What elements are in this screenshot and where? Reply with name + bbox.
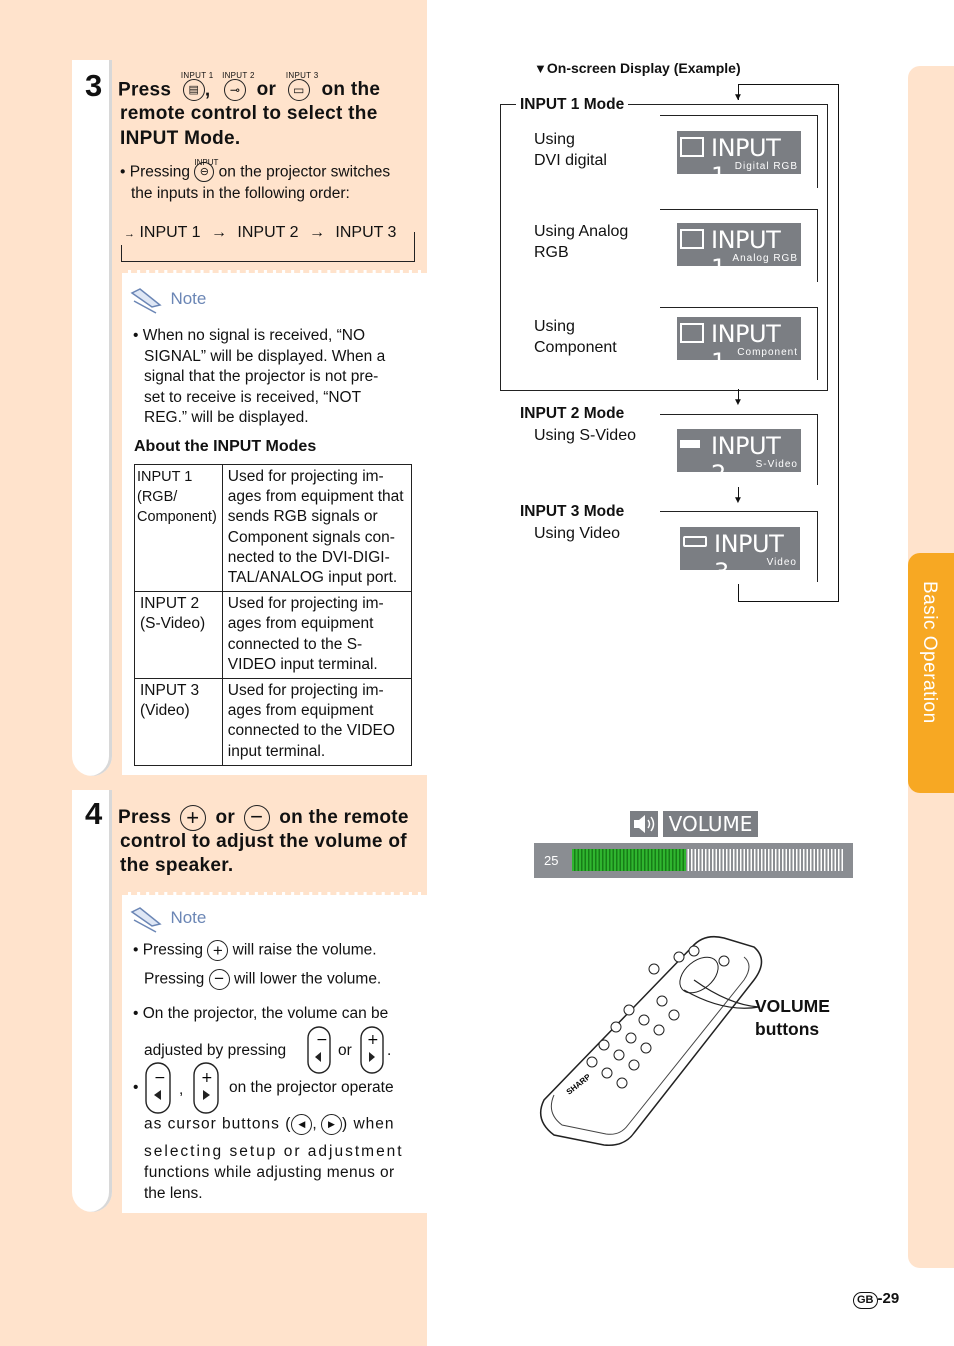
note2-cursor-line5: the lens. xyxy=(144,1185,203,1202)
pencil-icon xyxy=(130,904,166,934)
side-tab-basic-operation[interactable] xyxy=(908,553,954,793)
osd-title: ▼On-screen Display (Example) xyxy=(534,60,741,76)
pressing-input-text-line2: the inputs in the following order: xyxy=(131,185,350,202)
volume-value: 25 xyxy=(544,853,559,868)
side-tab-label: Basic Operation xyxy=(919,581,940,724)
note2-cursor-line4: functions while adjusting menus or xyxy=(144,1164,395,1181)
table-row: INPUT 2 (S-Video) Used for projecting im- ages from equipment connected to the S- VIDEO input terminal. xyxy=(135,592,412,679)
note2-header: Note xyxy=(130,904,206,934)
monitor-icon xyxy=(680,323,704,343)
step4-heading-line2: control to adjust the volume of xyxy=(120,831,407,852)
table-row: INPUT 1 (RGB/ Component) Used for projecting im- ages from equipment that sends RGB signals or Component signals con- nected to the DVI-DIGI- TAL/ANALOG input port. xyxy=(135,465,412,592)
entry-dvi-label: Using DVI digital xyxy=(534,131,607,169)
projector-cursor-right-icon xyxy=(193,1062,219,1114)
osd-input3-video: INPUT 3 Video xyxy=(680,527,800,570)
osd-input1-analog: INPUT 1 Analog RGB xyxy=(677,223,801,266)
step4-sidebar xyxy=(72,790,112,1212)
plus-button-icon: + xyxy=(207,940,228,961)
step4-heading: Press + or − on the remote xyxy=(118,804,409,830)
svg-text:−: − xyxy=(154,1070,166,1086)
input3-mode-label: INPUT 3 Mode xyxy=(520,503,625,520)
cycle-line xyxy=(838,84,839,602)
entry-video-label: Using Video xyxy=(534,525,620,542)
osd-input2-svideo: INPUT 2 S-Video xyxy=(677,429,801,472)
step4-heading-line3: the speaker. xyxy=(120,855,234,876)
cycle-line xyxy=(738,584,739,602)
note2-projector-line2: adjusted by pressing − or + . xyxy=(144,1026,429,1072)
note2-cursor-line2: as cursor buttons ( ◀ , ▶ ) when xyxy=(144,1114,416,1135)
note2-cursor-line3: selecting setup or adjustment xyxy=(144,1143,404,1160)
note1-text: • When no signal is received, “NO SIGNAL” will be displayed. When a signal that the projector is not pre- set to receive is received, “NOT REG.” will be displayed. xyxy=(133,327,386,426)
svg-text:−: − xyxy=(316,1032,328,1048)
svg-text:+: + xyxy=(201,1070,213,1086)
modes-table xyxy=(134,464,412,766)
note2-raise: • Pressing + will raise the volume. xyxy=(133,941,377,960)
cycle-line xyxy=(738,601,839,602)
table-row: INPUT 3 (Video) Used for projecting im- ages from equipment connected to the VIDEO input terminal. xyxy=(135,679,412,766)
note2-cursor-line1: • − , + on the projector operate xyxy=(133,1062,418,1118)
step3-heading-line2: remote control to select the xyxy=(120,103,378,124)
entry-analog-label: Using Analog RGB xyxy=(534,223,629,261)
volume-bar-container xyxy=(534,843,853,878)
note1-header: Note xyxy=(130,285,206,315)
projector-input-button-icon: INPUT ⊖ xyxy=(194,162,214,183)
svg-text:+: + xyxy=(367,1032,379,1048)
step3-number: 3 xyxy=(85,68,103,103)
pencil-icon xyxy=(130,285,166,315)
modes-title: About the INPUT Modes xyxy=(134,438,317,455)
volume-osd-label: VOLUME xyxy=(663,811,758,837)
input-cycle-order: → INPUT 1 → INPUT 2 → INPUT 3 xyxy=(121,223,399,245)
input3-button-icon: INPUT 3 ▭ xyxy=(288,78,310,103)
arrow-down-icon: ▼ xyxy=(733,495,743,506)
cursor-right-icon: ▶ xyxy=(321,1114,342,1135)
step3-sidebar xyxy=(72,60,112,776)
cursor-left-icon: ◀ xyxy=(291,1114,312,1135)
entry-svideo-label: Using S-Video xyxy=(534,427,636,444)
monitor-icon xyxy=(680,229,704,249)
minus-button-icon: − xyxy=(244,805,270,831)
svideo-icon xyxy=(680,440,700,448)
input1-mode-label: INPUT 1 Mode xyxy=(516,96,628,114)
note2-lower: Pressing − will lower the volume. xyxy=(144,969,382,988)
input1-button-icon: INPUT 1 ▤ xyxy=(183,78,205,103)
step3-heading-press: Press xyxy=(118,79,172,101)
plus-button-icon: + xyxy=(180,805,206,831)
entry-component-label: Using Component xyxy=(534,318,617,356)
input2-mode-label: INPUT 2 Mode xyxy=(520,405,625,422)
remote-control-illustration xyxy=(534,935,784,1150)
osd-input1-component: INPUT 1 Component xyxy=(677,317,801,360)
svg-text:SHARP: SHARP xyxy=(564,1072,593,1097)
minus-button-icon: − xyxy=(209,969,230,990)
cycle-line xyxy=(738,84,839,85)
pressing-input-text: • Pressing INPUT ⊖ on the projector switches xyxy=(120,162,420,183)
region-badge: GB xyxy=(853,1292,878,1309)
input2-button-icon: INPUT 2 ⊸ xyxy=(224,78,246,103)
step3-heading: Press INPUT 1 ▤ , INPUT 2 ⊸ or INPUT 3 ▭ on the xyxy=(118,78,413,103)
volume-buttons-label: VOLUME buttons xyxy=(755,996,830,1039)
speaker-icon xyxy=(630,811,658,837)
page-number: GB -29 xyxy=(853,1290,899,1309)
step3-heading-line3: INPUT Mode. xyxy=(120,128,241,149)
note2-projector-line1: • On the projector, the volume can be xyxy=(133,1005,389,1022)
video-icon xyxy=(683,536,707,547)
arrow-down-icon: ▼ xyxy=(733,92,743,103)
monitor-icon xyxy=(680,137,704,157)
projector-cursor-left-icon xyxy=(145,1062,171,1114)
step3-heading-or: or xyxy=(256,79,277,101)
volume-bar-fill xyxy=(572,849,686,871)
step4-number: 4 xyxy=(85,796,103,831)
arrow-down-icon: ▼ xyxy=(733,397,743,408)
osd-input1-digital: INPUT 1 Digital RGB xyxy=(677,131,801,174)
